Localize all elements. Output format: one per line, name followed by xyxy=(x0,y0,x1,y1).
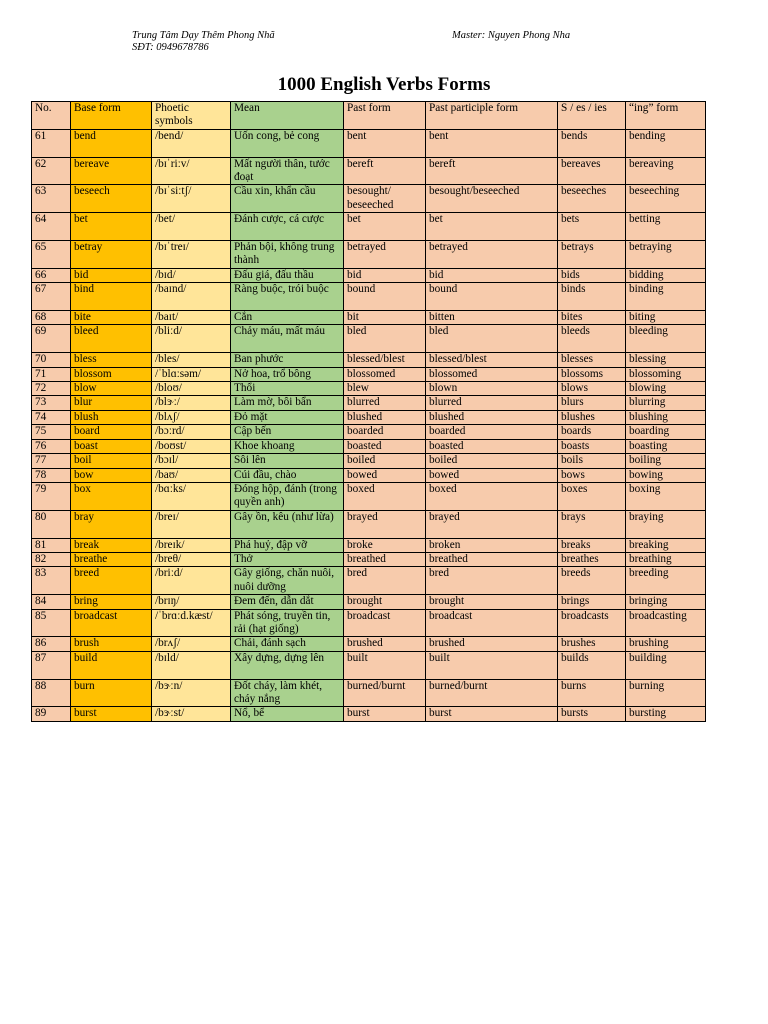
cell-past-participle: blossomed xyxy=(426,367,558,381)
cell-phonetic: /blɝː/ xyxy=(152,396,231,410)
cell-ing-form: bowing xyxy=(626,468,706,482)
cell-ing-form: beseeching xyxy=(626,185,706,213)
cell-past-participle: burned/burnt xyxy=(426,679,558,707)
cell-s-form: breaks xyxy=(558,538,626,552)
cell-ing-form: bringing xyxy=(626,595,706,609)
cell-meaning: Đấu giá, đấu thầu xyxy=(231,268,344,282)
table-row xyxy=(32,283,706,311)
cell-meaning: Thở xyxy=(231,552,344,566)
cell-ing-form: breathing xyxy=(626,552,706,566)
cell-past-participle: boxed xyxy=(426,482,558,510)
header-past-form: Past form xyxy=(344,102,426,130)
cell-meaning: Gây giống, chăn nuôi, nuôi dưỡng xyxy=(231,567,344,595)
cell-meaning: Đóng hộp, đánh (trong quyền anh) xyxy=(231,482,344,510)
cell-phonetic: /breɪ/ xyxy=(152,510,231,538)
cell-ing-form: blurring xyxy=(626,396,706,410)
cell-base-form: bind xyxy=(71,283,152,311)
cell-past-form: besought/ beseeched xyxy=(344,185,426,213)
cell-base-form: betray xyxy=(71,241,152,269)
cell-ing-form: bereaving xyxy=(626,157,706,185)
cell-base-form: break xyxy=(71,538,152,552)
cell-past-participle: blown xyxy=(426,382,558,396)
cell-no: 66 xyxy=(32,268,71,282)
table-row xyxy=(32,552,706,566)
cell-base-form: breathe xyxy=(71,552,152,566)
cell-base-form: burn xyxy=(71,679,152,707)
cell-phonetic: /bɪˈsiːtʃ/ xyxy=(152,185,231,213)
cell-base-form: burst xyxy=(71,707,152,721)
table-row xyxy=(32,510,706,538)
cell-meaning: Phá huỷ, đập vỡ xyxy=(231,538,344,552)
cell-s-form: breeds xyxy=(558,567,626,595)
table-row xyxy=(32,396,706,410)
cell-base-form: board xyxy=(71,425,152,439)
cell-base-form: beseech xyxy=(71,185,152,213)
cell-phonetic: /ˈbrɑːd.kæst/ xyxy=(152,609,231,637)
cell-past-participle: brayed xyxy=(426,510,558,538)
cell-s-form: blushes xyxy=(558,410,626,424)
table-row xyxy=(32,637,706,651)
cell-past-participle: boasted xyxy=(426,439,558,453)
cell-s-form: boxes xyxy=(558,482,626,510)
cell-base-form: build xyxy=(71,651,152,679)
cell-past-form: broadcast xyxy=(344,609,426,637)
cell-no: 61 xyxy=(32,129,71,157)
cell-ing-form: bidding xyxy=(626,268,706,282)
cell-ing-form: breeding xyxy=(626,567,706,595)
cell-past-participle: bent xyxy=(426,129,558,157)
cell-meaning: Đánh cược, cá cược xyxy=(231,213,344,241)
cell-phonetic: /bliːd/ xyxy=(152,325,231,353)
cell-past-participle: besought/beseeched xyxy=(426,185,558,213)
cell-meaning: Chải, đánh sạch xyxy=(231,637,344,651)
cell-past-participle: boarded xyxy=(426,425,558,439)
cell-past-participle: brushed xyxy=(426,637,558,651)
cell-past-form: blessed/blest xyxy=(344,353,426,367)
table-row xyxy=(32,707,706,721)
cell-no: 77 xyxy=(32,454,71,468)
header-past-participle: Past participle form xyxy=(426,102,558,130)
table-row xyxy=(32,311,706,325)
cell-past-form: brought xyxy=(344,595,426,609)
cell-no: 71 xyxy=(32,367,71,381)
cell-past-form: betrayed xyxy=(344,241,426,269)
cell-phonetic: /bɑːks/ xyxy=(152,482,231,510)
cell-past-participle: built xyxy=(426,651,558,679)
cell-ing-form: bending xyxy=(626,129,706,157)
cell-ing-form: betraying xyxy=(626,241,706,269)
table-row xyxy=(32,410,706,424)
cell-s-form: brings xyxy=(558,595,626,609)
cell-ing-form: bursting xyxy=(626,707,706,721)
cell-no: 72 xyxy=(32,382,71,396)
cell-ing-form: burning xyxy=(626,679,706,707)
cell-no: 85 xyxy=(32,609,71,637)
cell-past-participle: bid xyxy=(426,268,558,282)
cell-past-form: breathed xyxy=(344,552,426,566)
cell-past-form: blew xyxy=(344,382,426,396)
cell-meaning: Nở hoa, trổ bông xyxy=(231,367,344,381)
cell-ing-form: building xyxy=(626,651,706,679)
header-base-form: Base form xyxy=(71,102,152,130)
cell-s-form: blesses xyxy=(558,353,626,367)
cell-ing-form: blushing xyxy=(626,410,706,424)
cell-past-form: blossomed xyxy=(344,367,426,381)
cell-s-form: burns xyxy=(558,679,626,707)
cell-phonetic: /ˈblɑːsəm/ xyxy=(152,367,231,381)
cell-meaning: Cầu xin, khẩn cầu xyxy=(231,185,344,213)
cell-base-form: bless xyxy=(71,353,152,367)
table-row xyxy=(32,679,706,707)
cell-s-form: bends xyxy=(558,129,626,157)
cell-meaning: Cắn xyxy=(231,311,344,325)
cell-meaning: Sôi lên xyxy=(231,454,344,468)
cell-ing-form: brushing xyxy=(626,637,706,651)
cell-base-form: blush xyxy=(71,410,152,424)
cell-past-form: boiled xyxy=(344,454,426,468)
cell-meaning: Cúi đầu, chào xyxy=(231,468,344,482)
cell-phonetic: /baɪt/ xyxy=(152,311,231,325)
cell-base-form: bet xyxy=(71,213,152,241)
cell-past-participle: bled xyxy=(426,325,558,353)
cell-past-participle: bred xyxy=(426,567,558,595)
header-meaning: Mean xyxy=(231,102,344,130)
cell-past-form: bred xyxy=(344,567,426,595)
cell-base-form: bleed xyxy=(71,325,152,353)
cell-phonetic: /briːd/ xyxy=(152,567,231,595)
cell-s-form: bursts xyxy=(558,707,626,721)
cell-past-form: boasted xyxy=(344,439,426,453)
cell-past-form: bet xyxy=(344,213,426,241)
cell-phonetic: /breθ/ xyxy=(152,552,231,566)
cell-no: 64 xyxy=(32,213,71,241)
cell-phonetic: /bɪld/ xyxy=(152,651,231,679)
cell-base-form: breed xyxy=(71,567,152,595)
cell-ing-form: blessing xyxy=(626,353,706,367)
cell-base-form: boil xyxy=(71,454,152,468)
table-row xyxy=(32,129,706,157)
cell-base-form: blossom xyxy=(71,367,152,381)
header-master: Master: Nguyen Phong Nha xyxy=(452,30,571,41)
cell-ing-form: boiling xyxy=(626,454,706,468)
cell-base-form: bite xyxy=(71,311,152,325)
cell-no: 70 xyxy=(32,353,71,367)
cell-phonetic: /baɪnd/ xyxy=(152,283,231,311)
cell-past-participle: betrayed xyxy=(426,241,558,269)
cell-past-form: brushed xyxy=(344,637,426,651)
cell-past-participle: blushed xyxy=(426,410,558,424)
cell-past-form: bid xyxy=(344,268,426,282)
cell-no: 62 xyxy=(32,157,71,185)
cell-meaning: Ràng buộc, trói buộc xyxy=(231,283,344,311)
table-row xyxy=(32,157,706,185)
cell-no: 78 xyxy=(32,468,71,482)
verb-table xyxy=(31,101,706,722)
cell-base-form: blow xyxy=(71,382,152,396)
cell-base-form: bow xyxy=(71,468,152,482)
cell-meaning: Làm mờ, bôi bẩn xyxy=(231,396,344,410)
cell-past-participle: burst xyxy=(426,707,558,721)
cell-phonetic: /bɪd/ xyxy=(152,268,231,282)
cell-ing-form: broadcasting xyxy=(626,609,706,637)
cell-ing-form: blossoming xyxy=(626,367,706,381)
table-row xyxy=(32,482,706,510)
cell-base-form: bend xyxy=(71,129,152,157)
table-row xyxy=(32,567,706,595)
cell-phonetic: /bɔɪl/ xyxy=(152,454,231,468)
cell-ing-form: breaking xyxy=(626,538,706,552)
cell-past-form: bled xyxy=(344,325,426,353)
cell-meaning: Phát sóng, truyền tin, rải (hạt giống) xyxy=(231,609,344,637)
cell-meaning: Cập bến xyxy=(231,425,344,439)
cell-s-form: brays xyxy=(558,510,626,538)
cell-meaning: Uốn cong, bẻ cong xyxy=(231,129,344,157)
cell-meaning: Ban phước xyxy=(231,353,344,367)
cell-s-form: blossoms xyxy=(558,367,626,381)
cell-base-form: bid xyxy=(71,268,152,282)
header-ing-form: “ing” form xyxy=(626,102,706,130)
table-row xyxy=(32,425,706,439)
cell-s-form: boils xyxy=(558,454,626,468)
cell-past-form: boarded xyxy=(344,425,426,439)
table-header-row xyxy=(32,102,706,130)
table-row xyxy=(32,185,706,213)
cell-phonetic: /bet/ xyxy=(152,213,231,241)
cell-ing-form: binding xyxy=(626,283,706,311)
cell-past-participle: blurred xyxy=(426,396,558,410)
cell-phonetic: /baʊ/ xyxy=(152,468,231,482)
cell-no: 74 xyxy=(32,410,71,424)
cell-meaning: Phản bội, không trung thành xyxy=(231,241,344,269)
table-row xyxy=(32,609,706,637)
cell-past-participle: boiled xyxy=(426,454,558,468)
cell-no: 86 xyxy=(32,637,71,651)
cell-past-form: bit xyxy=(344,311,426,325)
cell-no: 88 xyxy=(32,679,71,707)
cell-meaning: Khoe khoang xyxy=(231,439,344,453)
cell-ing-form: boasting xyxy=(626,439,706,453)
cell-s-form: boasts xyxy=(558,439,626,453)
cell-no: 73 xyxy=(32,396,71,410)
cell-past-participle: breathed xyxy=(426,552,558,566)
cell-no: 82 xyxy=(32,552,71,566)
table-row xyxy=(32,241,706,269)
cell-meaning: Nổ, bể xyxy=(231,707,344,721)
cell-phonetic: /brɪŋ/ xyxy=(152,595,231,609)
cell-s-form: beseeches xyxy=(558,185,626,213)
cell-s-form: builds xyxy=(558,651,626,679)
cell-phonetic: /bloʊ/ xyxy=(152,382,231,396)
table-row xyxy=(32,454,706,468)
cell-past-participle: bowed xyxy=(426,468,558,482)
table-row xyxy=(32,382,706,396)
cell-ing-form: betting xyxy=(626,213,706,241)
cell-past-participle: bitten xyxy=(426,311,558,325)
cell-no: 67 xyxy=(32,283,71,311)
cell-phonetic: /bɝːst/ xyxy=(152,707,231,721)
table-row xyxy=(32,268,706,282)
cell-base-form: bray xyxy=(71,510,152,538)
cell-no: 87 xyxy=(32,651,71,679)
cell-phonetic: /bɝːn/ xyxy=(152,679,231,707)
cell-phonetic: /breɪk/ xyxy=(152,538,231,552)
table-row xyxy=(32,325,706,353)
cell-s-form: binds xyxy=(558,283,626,311)
header-no: No. xyxy=(32,102,71,130)
cell-no: 68 xyxy=(32,311,71,325)
table-row xyxy=(32,439,706,453)
cell-no: 83 xyxy=(32,567,71,595)
cell-no: 76 xyxy=(32,439,71,453)
cell-phonetic: /bɔːrd/ xyxy=(152,425,231,439)
cell-s-form: broadcasts xyxy=(558,609,626,637)
cell-past-form: built xyxy=(344,651,426,679)
cell-past-form: boxed xyxy=(344,482,426,510)
cell-no: 79 xyxy=(32,482,71,510)
table-row xyxy=(32,367,706,381)
header-phonetic: Phoetic symbols xyxy=(152,102,231,130)
cell-phonetic: /brʌʃ/ xyxy=(152,637,231,651)
cell-no: 89 xyxy=(32,707,71,721)
cell-phonetic: /bles/ xyxy=(152,353,231,367)
cell-base-form: blur xyxy=(71,396,152,410)
cell-s-form: breathes xyxy=(558,552,626,566)
cell-meaning: Gây ồn, kêu (như lừa) xyxy=(231,510,344,538)
cell-no: 63 xyxy=(32,185,71,213)
cell-past-form: brayed xyxy=(344,510,426,538)
cell-s-form: blows xyxy=(558,382,626,396)
center-name: Trung Tâm Dạy Thêm Phong Nhã xyxy=(132,30,275,41)
cell-phonetic: /bend/ xyxy=(152,129,231,157)
phone-number: SĐT: 0949678786 xyxy=(132,42,209,53)
cell-ing-form: biting xyxy=(626,311,706,325)
cell-meaning: Đốt cháy, làm khét, cháy nắng xyxy=(231,679,344,707)
cell-s-form: boards xyxy=(558,425,626,439)
cell-base-form: bereave xyxy=(71,157,152,185)
cell-ing-form: boxing xyxy=(626,482,706,510)
cell-s-form: bleeds xyxy=(558,325,626,353)
page-title: 1000 English Verbs Forms xyxy=(277,74,491,95)
cell-s-form: blurs xyxy=(558,396,626,410)
cell-s-form: betrays xyxy=(558,241,626,269)
table-row xyxy=(32,353,706,367)
cell-s-form: bows xyxy=(558,468,626,482)
cell-no: 65 xyxy=(32,241,71,269)
cell-ing-form: blowing xyxy=(626,382,706,396)
cell-no: 75 xyxy=(32,425,71,439)
cell-meaning: Mất người thân, tước đoạt xyxy=(231,157,344,185)
table-row xyxy=(32,213,706,241)
cell-no: 69 xyxy=(32,325,71,353)
header-s-form: S / es / ies xyxy=(558,102,626,130)
cell-past-participle: brought xyxy=(426,595,558,609)
cell-phonetic: /bɪˈriːv/ xyxy=(152,157,231,185)
cell-meaning: Chảy máu, mất máu xyxy=(231,325,344,353)
cell-no: 81 xyxy=(32,538,71,552)
table-row xyxy=(32,538,706,552)
cell-ing-form: boarding xyxy=(626,425,706,439)
cell-ing-form: bleeding xyxy=(626,325,706,353)
cell-past-form: broke xyxy=(344,538,426,552)
cell-meaning: Đem đến, dẫn dắt xyxy=(231,595,344,609)
cell-base-form: brush xyxy=(71,637,152,651)
cell-s-form: brushes xyxy=(558,637,626,651)
cell-past-participle: bereft xyxy=(426,157,558,185)
cell-past-form: burst xyxy=(344,707,426,721)
table-row xyxy=(32,468,706,482)
cell-base-form: bring xyxy=(71,595,152,609)
cell-past-participle: bound xyxy=(426,283,558,311)
cell-s-form: bites xyxy=(558,311,626,325)
cell-past-form: bound xyxy=(344,283,426,311)
cell-base-form: box xyxy=(71,482,152,510)
cell-past-form: blurred xyxy=(344,396,426,410)
cell-s-form: bereaves xyxy=(558,157,626,185)
cell-past-participle: broadcast xyxy=(426,609,558,637)
cell-past-form: burned/burnt xyxy=(344,679,426,707)
cell-s-form: bids xyxy=(558,268,626,282)
cell-meaning: Thổi xyxy=(231,382,344,396)
cell-no: 84 xyxy=(32,595,71,609)
table-row xyxy=(32,651,706,679)
cell-past-form: blushed xyxy=(344,410,426,424)
cell-phonetic: /blʌʃ/ xyxy=(152,410,231,424)
cell-past-form: bowed xyxy=(344,468,426,482)
cell-past-form: bent xyxy=(344,129,426,157)
cell-past-participle: blessed/blest xyxy=(426,353,558,367)
cell-base-form: broadcast xyxy=(71,609,152,637)
table-row xyxy=(32,595,706,609)
cell-s-form: bets xyxy=(558,213,626,241)
cell-ing-form: braying xyxy=(626,510,706,538)
cell-meaning: Đỏ mặt xyxy=(231,410,344,424)
cell-past-form: bereft xyxy=(344,157,426,185)
cell-phonetic: /bɪˈtreɪ/ xyxy=(152,241,231,269)
cell-meaning: Xây dựng, dựng lên xyxy=(231,651,344,679)
cell-past-participle: bet xyxy=(426,213,558,241)
cell-past-participle: broken xyxy=(426,538,558,552)
cell-no: 80 xyxy=(32,510,71,538)
header-left xyxy=(132,30,275,54)
cell-phonetic: /boʊst/ xyxy=(152,439,231,453)
cell-base-form: boast xyxy=(71,439,152,453)
